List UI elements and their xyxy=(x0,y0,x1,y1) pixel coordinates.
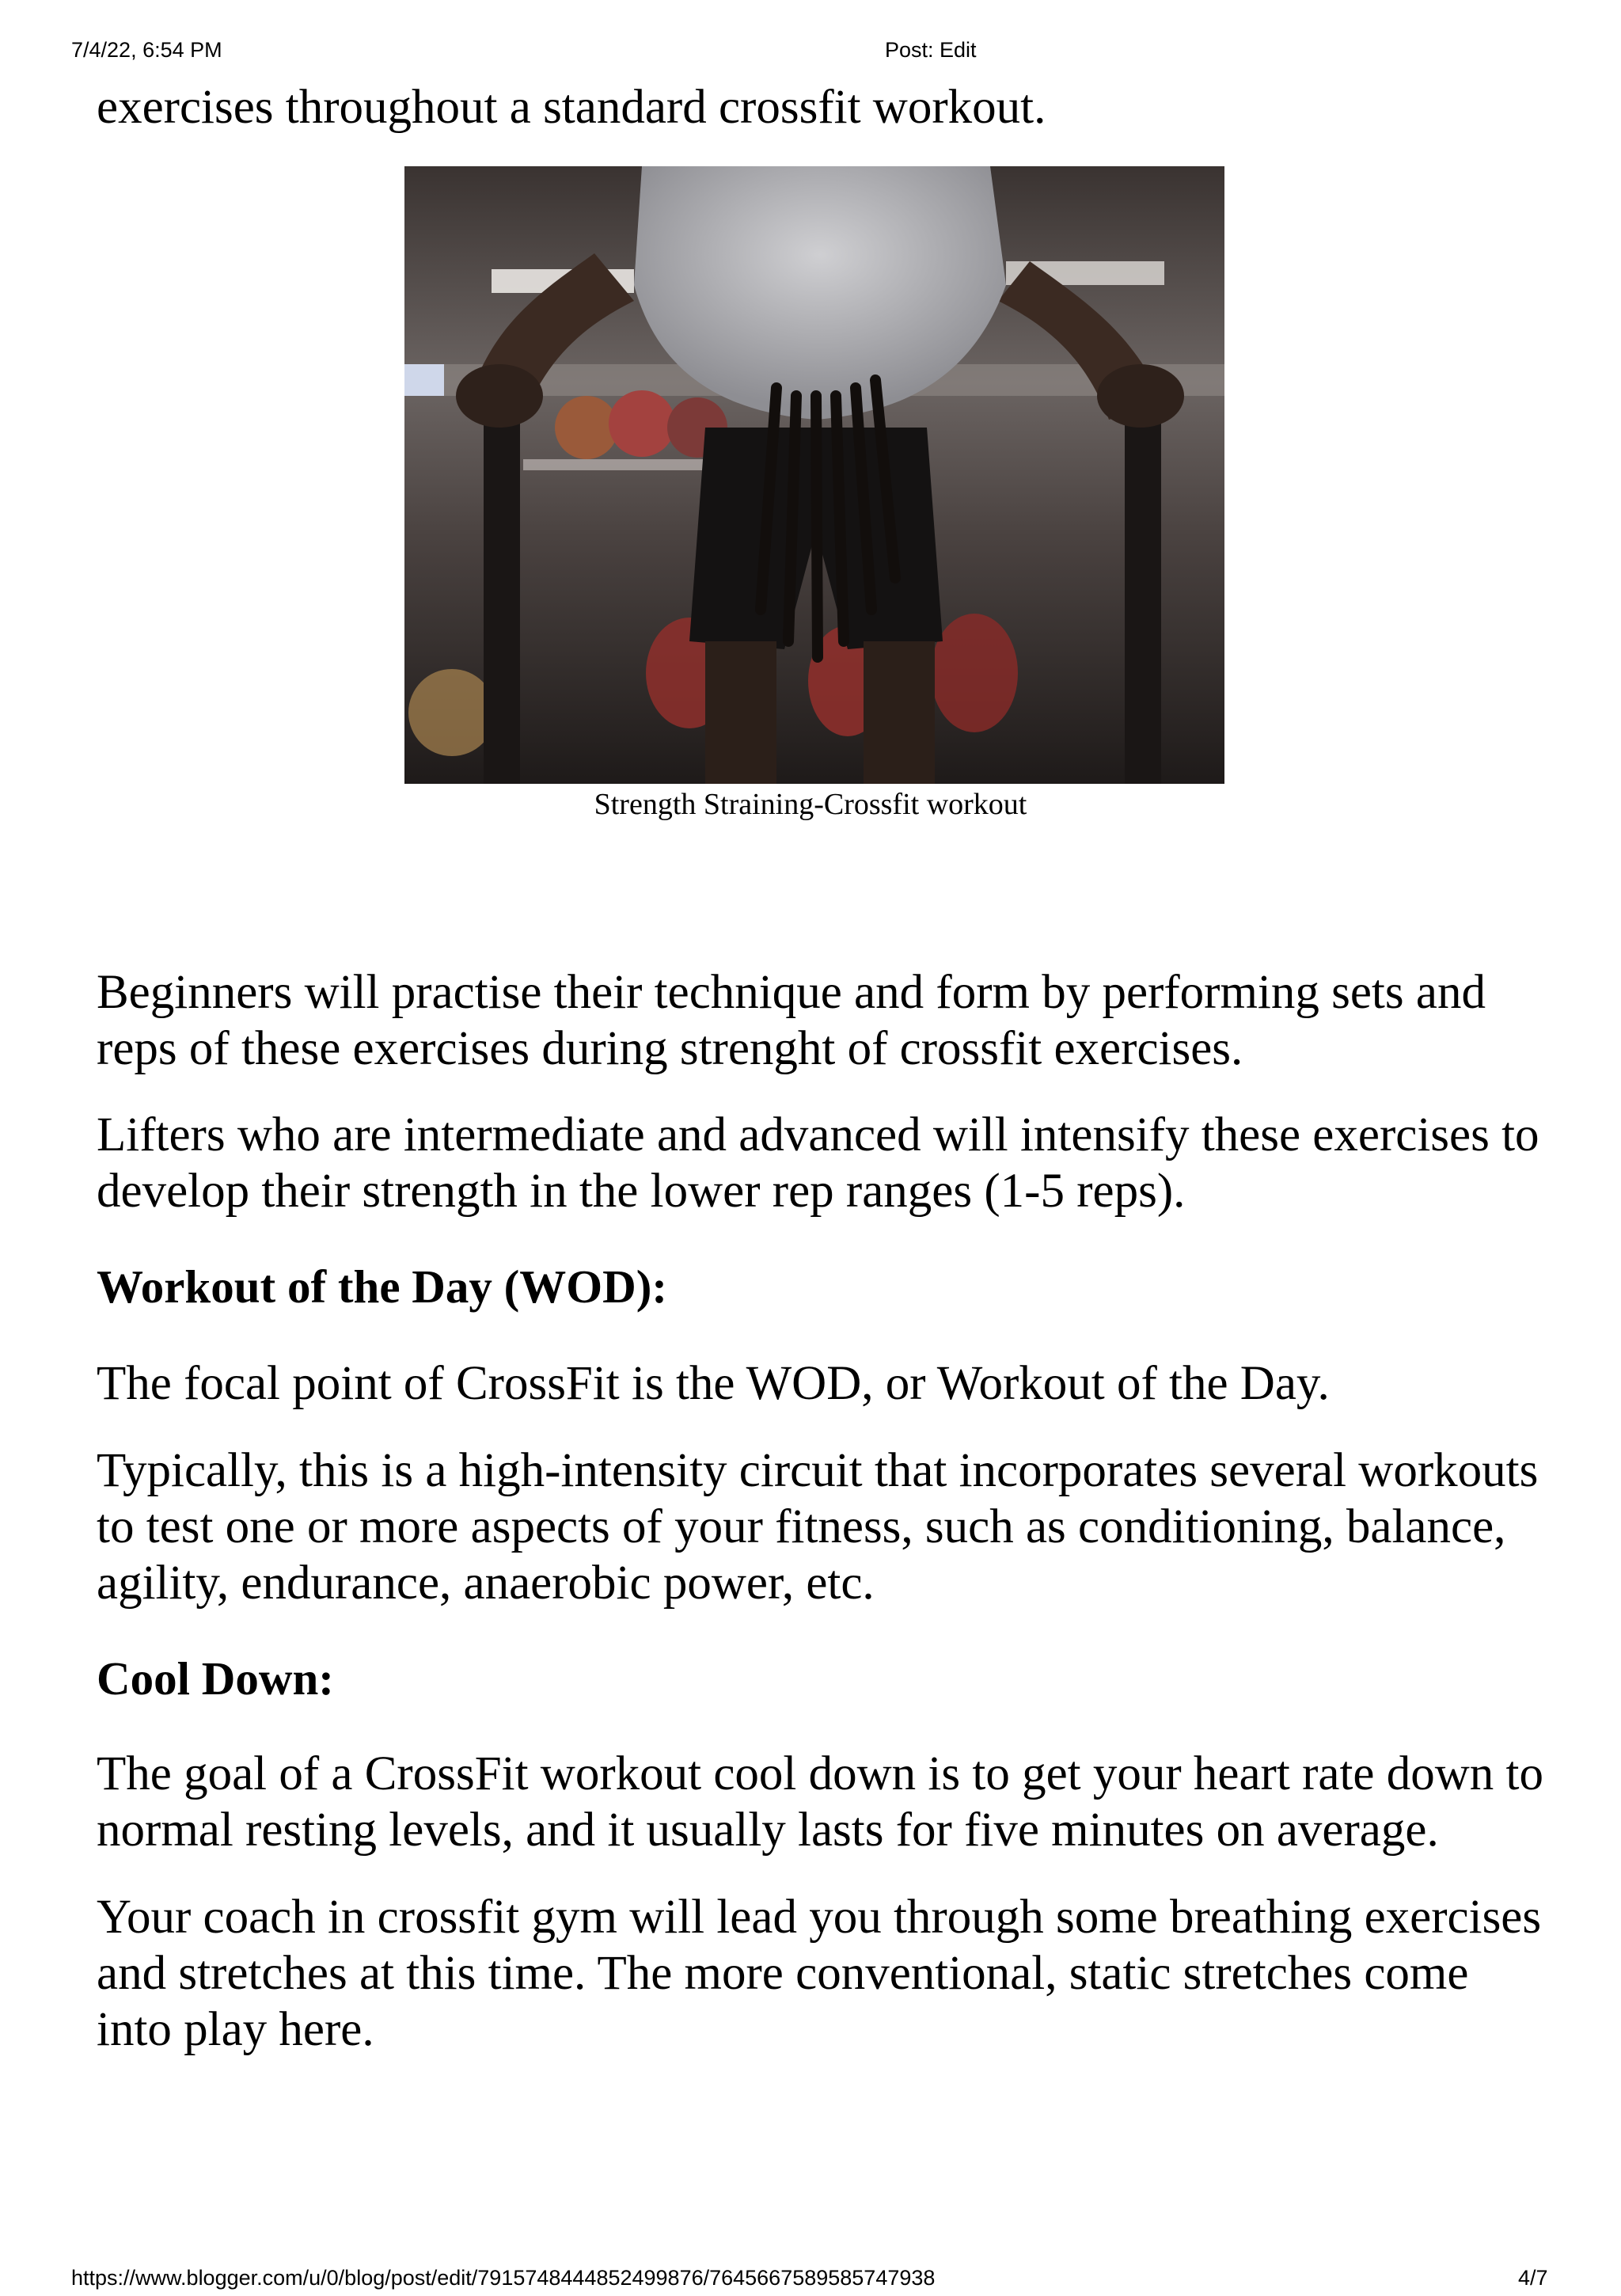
paragraph-cool-down-2: Your coach in crossfit gym will lead you through some breathing exercises and stretches at this time. The more conventional, static stretches come into play here. xyxy=(97,1891,1542,2056)
gym-photo-illustration xyxy=(404,166,1224,784)
article-photo xyxy=(404,166,1224,784)
paragraph-wod-1: The focal point of CrossFit is the WOD, or Workout of the Day. xyxy=(97,1357,1330,1410)
intro-fragment: exercises throughout a standard crossfit workout. xyxy=(97,81,1046,134)
paragraph-cool-down-1: The goal of a CrossFit workout cool down is to get your heart rate down to normal resting levels, and it usually lasts for five minutes on average. xyxy=(97,1747,1543,1857)
paragraph-beginners: Beginners will practise their technique and form by performing sets and reps of these exercises during strenght of crossfit exercises. xyxy=(97,966,1486,1075)
print-page-title: Post: Edit xyxy=(885,38,977,62)
paragraph-wod-2: Typically, this is a high-intensity circuit that incorporates several workouts to test one or more aspects of your fitness, such as conditioning, balance, agility, endurance, anaerobic power, etc. xyxy=(97,1444,1539,1610)
heading-cool-down: Cool Down: xyxy=(97,1652,334,1705)
print-url: https://www.blogger.com/u/0/blog/post/edit/7915748444852499876/7645667589585747938 xyxy=(71,2266,936,2290)
paragraph-lifters: Lifters who are intermediate and advanced will intensify these exercises to develop their strength in the lower rep ranges (1-5 reps). xyxy=(97,1108,1539,1218)
print-timestamp: 7/4/22, 6:54 PM xyxy=(71,38,222,62)
heading-wod: Workout of the Day (WOD): xyxy=(97,1260,668,1313)
print-header xyxy=(0,38,1621,70)
print-page-number: 4/7 xyxy=(1518,2266,1548,2290)
photo-caption: Strength Straining-Crossfit workout xyxy=(594,788,1027,821)
